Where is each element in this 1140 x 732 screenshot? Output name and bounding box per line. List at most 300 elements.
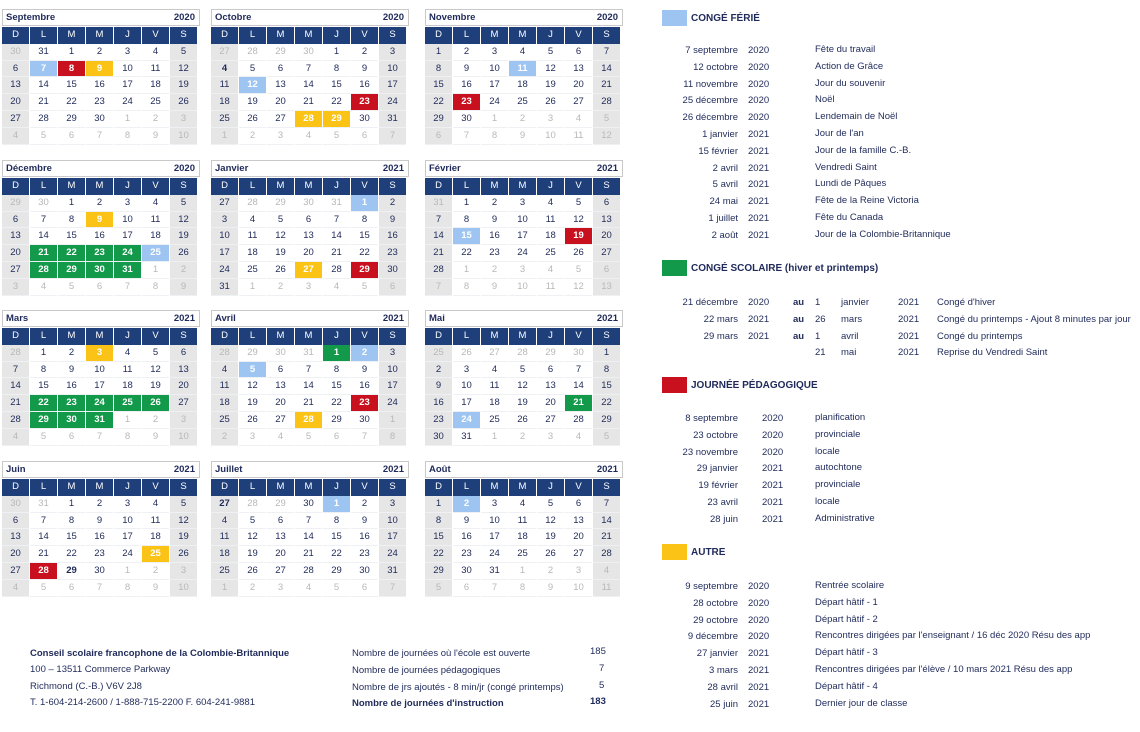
- day-cell[interactable]: 12: [565, 212, 592, 229]
- day-cell[interactable]: 24: [481, 546, 508, 563]
- day-cell[interactable]: 16: [481, 228, 508, 245]
- day-cell[interactable]: 20: [170, 378, 197, 395]
- day-cell[interactable]: 27: [2, 563, 29, 580]
- day-cell[interactable]: 15: [351, 228, 378, 245]
- day-cell[interactable]: 2: [481, 195, 508, 212]
- day-cell[interactable]: 27: [537, 412, 564, 429]
- day-cell[interactable]: 6: [2, 513, 29, 530]
- day-cell[interactable]: 26: [239, 111, 266, 128]
- day-cell[interactable]: 26: [239, 412, 266, 429]
- day-cell[interactable]: 5: [30, 580, 57, 597]
- day-cell[interactable]: 19: [239, 395, 266, 412]
- day-cell[interactable]: 6: [86, 279, 113, 296]
- day-cell[interactable]: 30: [351, 412, 378, 429]
- day-cell[interactable]: 29: [58, 111, 85, 128]
- day-cell[interactable]: 3: [170, 563, 197, 580]
- day-cell[interactable]: 30: [453, 111, 480, 128]
- day-cell[interactable]: 17: [114, 529, 141, 546]
- day-cell[interactable]: 18: [537, 228, 564, 245]
- day-cell[interactable]: 3: [239, 429, 266, 446]
- day-cell[interactable]: 23: [425, 412, 452, 429]
- day-cell[interactable]: 10: [379, 362, 406, 379]
- day-cell[interactable]: 29: [267, 496, 294, 513]
- day-cell[interactable]: 5: [509, 362, 536, 379]
- day-cell[interactable]: 10: [481, 61, 508, 78]
- day-cell[interactable]: 2: [86, 496, 113, 513]
- day-cell[interactable]: 27: [481, 345, 508, 362]
- day-cell[interactable]: 11: [565, 128, 592, 145]
- day-cell[interactable]: 4: [2, 429, 29, 446]
- day-cell[interactable]: 29: [267, 195, 294, 212]
- day-cell[interactable]: 21: [593, 529, 620, 546]
- day-cell[interactable]: 25: [239, 262, 266, 279]
- day-cell[interactable]: 22: [58, 94, 85, 111]
- day-cell[interactable]: 4: [142, 496, 169, 513]
- day-cell[interactable]: 18: [211, 546, 238, 563]
- day-cell[interactable]: 4: [537, 195, 564, 212]
- day-cell[interactable]: 2: [379, 195, 406, 212]
- day-cell[interactable]: 7: [379, 128, 406, 145]
- day-cell[interactable]: 19: [537, 529, 564, 546]
- day-cell[interactable]: 27: [565, 94, 592, 111]
- day-cell[interactable]: 9: [351, 61, 378, 78]
- day-cell[interactable]: 1: [114, 563, 141, 580]
- day-cell[interactable]: 7: [453, 128, 480, 145]
- day-cell[interactable]: 18: [239, 245, 266, 262]
- day-cell[interactable]: 6: [351, 580, 378, 597]
- day-cell[interactable]: 5: [267, 212, 294, 229]
- day-cell[interactable]: 7: [379, 580, 406, 597]
- day-cell[interactable]: 2: [509, 429, 536, 446]
- day-cell[interactable]: 15: [453, 228, 480, 245]
- day-cell[interactable]: 14: [295, 378, 322, 395]
- day-cell[interactable]: 9: [453, 513, 480, 530]
- day-cell[interactable]: 16: [351, 77, 378, 94]
- day-cell[interactable]: 2: [267, 279, 294, 296]
- day-cell[interactable]: 14: [2, 378, 29, 395]
- day-cell[interactable]: 5: [30, 128, 57, 145]
- day-cell[interactable]: 1: [379, 412, 406, 429]
- day-cell[interactable]: 25: [114, 395, 141, 412]
- day-cell[interactable]: 3: [481, 44, 508, 61]
- day-cell[interactable]: 11: [142, 212, 169, 229]
- day-cell[interactable]: 12: [509, 378, 536, 395]
- day-cell[interactable]: 17: [379, 77, 406, 94]
- day-cell[interactable]: 9: [86, 513, 113, 530]
- day-cell[interactable]: 1: [239, 279, 266, 296]
- day-cell[interactable]: 8: [114, 580, 141, 597]
- day-cell[interactable]: 23: [351, 94, 378, 111]
- day-cell[interactable]: 1: [593, 345, 620, 362]
- day-cell[interactable]: 4: [211, 362, 238, 379]
- day-cell[interactable]: 14: [30, 77, 57, 94]
- day-cell[interactable]: 4: [142, 195, 169, 212]
- day-cell[interactable]: 25: [509, 94, 536, 111]
- day-cell[interactable]: 2: [142, 412, 169, 429]
- day-cell[interactable]: 24: [379, 546, 406, 563]
- day-cell[interactable]: 3: [267, 580, 294, 597]
- day-cell[interactable]: 31: [114, 262, 141, 279]
- day-cell[interactable]: 1: [509, 563, 536, 580]
- day-cell[interactable]: 1: [323, 496, 350, 513]
- day-cell[interactable]: 4: [239, 212, 266, 229]
- day-cell[interactable]: 7: [30, 61, 57, 78]
- day-cell[interactable]: 18: [481, 395, 508, 412]
- day-cell[interactable]: 15: [58, 529, 85, 546]
- day-cell[interactable]: 30: [86, 262, 113, 279]
- day-cell[interactable]: 31: [86, 412, 113, 429]
- day-cell[interactable]: 29: [351, 262, 378, 279]
- day-cell[interactable]: 28: [565, 412, 592, 429]
- day-cell[interactable]: 8: [453, 279, 480, 296]
- day-cell[interactable]: 3: [170, 111, 197, 128]
- day-cell[interactable]: 23: [86, 94, 113, 111]
- day-cell[interactable]: 5: [537, 44, 564, 61]
- day-cell[interactable]: 13: [295, 228, 322, 245]
- day-cell[interactable]: 21: [593, 77, 620, 94]
- day-cell[interactable]: 27: [211, 44, 238, 61]
- day-cell[interactable]: 9: [142, 128, 169, 145]
- day-cell[interactable]: 15: [58, 77, 85, 94]
- day-cell[interactable]: 18: [211, 94, 238, 111]
- day-cell[interactable]: 5: [593, 111, 620, 128]
- day-cell[interactable]: 14: [593, 61, 620, 78]
- day-cell[interactable]: 4: [295, 128, 322, 145]
- day-cell[interactable]: 24: [453, 412, 480, 429]
- day-cell[interactable]: 1: [142, 262, 169, 279]
- day-cell[interactable]: 28: [2, 345, 29, 362]
- day-cell[interactable]: 6: [267, 513, 294, 530]
- day-cell[interactable]: 26: [565, 245, 592, 262]
- day-cell[interactable]: 12: [239, 529, 266, 546]
- day-cell[interactable]: 2: [351, 496, 378, 513]
- day-cell[interactable]: 8: [323, 362, 350, 379]
- day-cell[interactable]: 7: [593, 44, 620, 61]
- day-cell[interactable]: 12: [170, 61, 197, 78]
- day-cell[interactable]: 21: [323, 245, 350, 262]
- day-cell[interactable]: 5: [170, 195, 197, 212]
- day-cell[interactable]: 30: [267, 345, 294, 362]
- day-cell[interactable]: 1: [453, 195, 480, 212]
- day-cell[interactable]: 28: [239, 195, 266, 212]
- day-cell[interactable]: 7: [323, 212, 350, 229]
- day-cell[interactable]: 4: [142, 44, 169, 61]
- day-cell[interactable]: 15: [323, 378, 350, 395]
- day-cell[interactable]: 8: [593, 362, 620, 379]
- day-cell[interactable]: 10: [211, 228, 238, 245]
- day-cell[interactable]: 15: [425, 77, 452, 94]
- day-cell[interactable]: 18: [142, 77, 169, 94]
- day-cell[interactable]: 22: [323, 546, 350, 563]
- day-cell[interactable]: 12: [170, 513, 197, 530]
- day-cell[interactable]: 21: [30, 94, 57, 111]
- day-cell[interactable]: 7: [565, 362, 592, 379]
- day-cell[interactable]: 8: [509, 580, 536, 597]
- day-cell[interactable]: 28: [30, 111, 57, 128]
- day-cell[interactable]: 27: [2, 262, 29, 279]
- day-cell[interactable]: 31: [379, 111, 406, 128]
- day-cell[interactable]: 18: [509, 529, 536, 546]
- day-cell[interactable]: 23: [481, 245, 508, 262]
- day-cell[interactable]: 22: [58, 546, 85, 563]
- day-cell[interactable]: 10: [114, 61, 141, 78]
- day-cell[interactable]: 6: [170, 345, 197, 362]
- day-cell[interactable]: 25: [142, 546, 169, 563]
- day-cell[interactable]: 13: [537, 378, 564, 395]
- day-cell[interactable]: 28: [295, 563, 322, 580]
- day-cell[interactable]: 24: [114, 94, 141, 111]
- day-cell[interactable]: 8: [481, 128, 508, 145]
- day-cell[interactable]: 20: [267, 94, 294, 111]
- day-cell[interactable]: 21: [2, 395, 29, 412]
- day-cell[interactable]: 24: [114, 546, 141, 563]
- day-cell[interactable]: 16: [425, 395, 452, 412]
- day-cell[interactable]: 7: [425, 279, 452, 296]
- day-cell[interactable]: 11: [211, 378, 238, 395]
- day-cell[interactable]: 26: [170, 546, 197, 563]
- day-cell[interactable]: 15: [30, 378, 57, 395]
- day-cell[interactable]: 2: [86, 195, 113, 212]
- day-cell[interactable]: 1: [211, 128, 238, 145]
- day-cell[interactable]: 13: [565, 513, 592, 530]
- day-cell[interactable]: 10: [509, 279, 536, 296]
- day-cell[interactable]: 3: [509, 262, 536, 279]
- day-cell[interactable]: 29: [58, 563, 85, 580]
- day-cell[interactable]: 7: [86, 429, 113, 446]
- day-cell[interactable]: 7: [351, 429, 378, 446]
- day-cell[interactable]: 11: [211, 77, 238, 94]
- day-cell[interactable]: 16: [86, 228, 113, 245]
- day-cell[interactable]: 8: [30, 362, 57, 379]
- day-cell[interactable]: 4: [481, 362, 508, 379]
- day-cell[interactable]: 23: [86, 546, 113, 563]
- day-cell[interactable]: 10: [114, 513, 141, 530]
- day-cell[interactable]: 17: [379, 378, 406, 395]
- day-cell[interactable]: 21: [295, 94, 322, 111]
- day-cell[interactable]: 7: [481, 580, 508, 597]
- day-cell[interactable]: 8: [379, 429, 406, 446]
- day-cell[interactable]: 16: [86, 529, 113, 546]
- day-cell[interactable]: 5: [323, 128, 350, 145]
- day-cell[interactable]: 5: [239, 362, 266, 379]
- day-cell[interactable]: 9: [351, 362, 378, 379]
- day-cell[interactable]: 6: [565, 44, 592, 61]
- day-cell[interactable]: 3: [295, 279, 322, 296]
- day-cell[interactable]: 23: [351, 546, 378, 563]
- day-cell[interactable]: 30: [425, 429, 452, 446]
- day-cell[interactable]: 13: [565, 61, 592, 78]
- day-cell[interactable]: 27: [267, 412, 294, 429]
- day-cell[interactable]: 28: [509, 345, 536, 362]
- day-cell[interactable]: 3: [509, 195, 536, 212]
- day-cell[interactable]: 6: [267, 61, 294, 78]
- day-cell[interactable]: 5: [565, 195, 592, 212]
- day-cell[interactable]: 1: [481, 111, 508, 128]
- day-cell[interactable]: 5: [239, 61, 266, 78]
- day-cell[interactable]: 10: [453, 378, 480, 395]
- day-cell[interactable]: 27: [295, 262, 322, 279]
- day-cell[interactable]: 30: [453, 563, 480, 580]
- day-cell[interactable]: 7: [295, 513, 322, 530]
- day-cell[interactable]: 19: [239, 94, 266, 111]
- day-cell[interactable]: 19: [170, 529, 197, 546]
- day-cell[interactable]: 12: [142, 362, 169, 379]
- day-cell[interactable]: 3: [481, 496, 508, 513]
- day-cell[interactable]: 3: [114, 496, 141, 513]
- day-cell[interactable]: 23: [351, 395, 378, 412]
- day-cell[interactable]: 10: [170, 128, 197, 145]
- day-cell[interactable]: 8: [58, 61, 85, 78]
- day-cell[interactable]: 11: [537, 279, 564, 296]
- day-cell[interactable]: 26: [239, 563, 266, 580]
- day-cell[interactable]: 4: [323, 279, 350, 296]
- day-cell[interactable]: 29: [593, 412, 620, 429]
- day-cell[interactable]: 27: [593, 245, 620, 262]
- day-cell[interactable]: 11: [509, 513, 536, 530]
- day-cell[interactable]: 26: [142, 395, 169, 412]
- day-cell[interactable]: 11: [537, 212, 564, 229]
- day-cell[interactable]: 28: [593, 546, 620, 563]
- day-cell[interactable]: 28: [425, 262, 452, 279]
- day-cell[interactable]: 30: [58, 412, 85, 429]
- day-cell[interactable]: 19: [267, 245, 294, 262]
- day-cell[interactable]: 21: [30, 546, 57, 563]
- day-cell[interactable]: 6: [453, 580, 480, 597]
- day-cell[interactable]: 6: [2, 61, 29, 78]
- day-cell[interactable]: 30: [351, 111, 378, 128]
- day-cell[interactable]: 19: [509, 395, 536, 412]
- day-cell[interactable]: 21: [30, 245, 57, 262]
- day-cell[interactable]: 6: [425, 128, 452, 145]
- day-cell[interactable]: 27: [211, 496, 238, 513]
- day-cell[interactable]: 12: [239, 378, 266, 395]
- day-cell[interactable]: 26: [267, 262, 294, 279]
- day-cell[interactable]: 3: [114, 44, 141, 61]
- day-cell[interactable]: 14: [30, 529, 57, 546]
- day-cell[interactable]: 8: [425, 513, 452, 530]
- day-cell[interactable]: 1: [323, 345, 350, 362]
- day-cell[interactable]: 27: [170, 395, 197, 412]
- day-cell[interactable]: 29: [267, 44, 294, 61]
- day-cell[interactable]: 12: [537, 513, 564, 530]
- day-cell[interactable]: 15: [425, 529, 452, 546]
- day-cell[interactable]: 2: [239, 128, 266, 145]
- day-cell[interactable]: 10: [379, 513, 406, 530]
- day-cell[interactable]: 17: [211, 245, 238, 262]
- day-cell[interactable]: 14: [565, 378, 592, 395]
- day-cell[interactable]: 28: [30, 262, 57, 279]
- day-cell[interactable]: 28: [295, 111, 322, 128]
- day-cell[interactable]: 29: [323, 111, 350, 128]
- day-cell[interactable]: 7: [86, 128, 113, 145]
- day-cell[interactable]: 22: [425, 546, 452, 563]
- day-cell[interactable]: 20: [267, 546, 294, 563]
- day-cell[interactable]: 5: [170, 496, 197, 513]
- day-cell[interactable]: 12: [170, 212, 197, 229]
- day-cell[interactable]: 7: [114, 279, 141, 296]
- day-cell[interactable]: 9: [58, 362, 85, 379]
- day-cell[interactable]: 3: [86, 345, 113, 362]
- day-cell[interactable]: 4: [295, 580, 322, 597]
- day-cell[interactable]: 6: [2, 212, 29, 229]
- day-cell[interactable]: 30: [295, 44, 322, 61]
- day-cell[interactable]: 31: [481, 563, 508, 580]
- day-cell[interactable]: 7: [295, 61, 322, 78]
- day-cell[interactable]: 24: [379, 94, 406, 111]
- day-cell[interactable]: 20: [2, 94, 29, 111]
- day-cell[interactable]: 11: [593, 580, 620, 597]
- day-cell[interactable]: 2: [453, 44, 480, 61]
- day-cell[interactable]: 1: [211, 580, 238, 597]
- day-cell[interactable]: 14: [323, 228, 350, 245]
- day-cell[interactable]: 10: [379, 61, 406, 78]
- day-cell[interactable]: 9: [86, 61, 113, 78]
- day-cell[interactable]: 4: [2, 580, 29, 597]
- day-cell[interactable]: 1: [114, 111, 141, 128]
- day-cell[interactable]: 3: [379, 496, 406, 513]
- day-cell[interactable]: 17: [509, 228, 536, 245]
- day-cell[interactable]: 19: [239, 546, 266, 563]
- day-cell[interactable]: 3: [379, 44, 406, 61]
- day-cell[interactable]: 10: [170, 429, 197, 446]
- day-cell[interactable]: 4: [267, 429, 294, 446]
- day-cell[interactable]: 28: [239, 496, 266, 513]
- day-cell[interactable]: 6: [593, 195, 620, 212]
- day-cell[interactable]: 22: [323, 395, 350, 412]
- day-cell[interactable]: 4: [509, 44, 536, 61]
- day-cell[interactable]: 6: [323, 429, 350, 446]
- day-cell[interactable]: 13: [2, 529, 29, 546]
- day-cell[interactable]: 18: [211, 395, 238, 412]
- day-cell[interactable]: 8: [58, 212, 85, 229]
- day-cell[interactable]: 27: [267, 563, 294, 580]
- day-cell[interactable]: 17: [453, 395, 480, 412]
- day-cell[interactable]: 1: [30, 345, 57, 362]
- day-cell[interactable]: 28: [2, 412, 29, 429]
- day-cell[interactable]: 3: [565, 563, 592, 580]
- day-cell[interactable]: 5: [351, 279, 378, 296]
- day-cell[interactable]: 30: [379, 262, 406, 279]
- day-cell[interactable]: 5: [58, 279, 85, 296]
- day-cell[interactable]: 10: [170, 580, 197, 597]
- day-cell[interactable]: 29: [2, 195, 29, 212]
- day-cell[interactable]: 22: [323, 94, 350, 111]
- day-cell[interactable]: 5: [142, 345, 169, 362]
- day-cell[interactable]: 2: [537, 563, 564, 580]
- day-cell[interactable]: 31: [425, 195, 452, 212]
- day-cell[interactable]: 17: [86, 378, 113, 395]
- day-cell[interactable]: 29: [323, 412, 350, 429]
- day-cell[interactable]: 3: [211, 212, 238, 229]
- day-cell[interactable]: 14: [295, 77, 322, 94]
- day-cell[interactable]: 6: [58, 128, 85, 145]
- day-cell[interactable]: 13: [2, 77, 29, 94]
- day-cell[interactable]: 17: [114, 228, 141, 245]
- day-cell[interactable]: 30: [30, 195, 57, 212]
- day-cell[interactable]: 17: [481, 529, 508, 546]
- day-cell[interactable]: 1: [425, 44, 452, 61]
- day-cell[interactable]: 13: [2, 228, 29, 245]
- day-cell[interactable]: 5: [170, 44, 197, 61]
- day-cell[interactable]: 30: [351, 563, 378, 580]
- day-cell[interactable]: 29: [425, 111, 452, 128]
- day-cell[interactable]: 27: [267, 111, 294, 128]
- day-cell[interactable]: 14: [295, 529, 322, 546]
- day-cell[interactable]: 28: [323, 262, 350, 279]
- day-cell[interactable]: 23: [86, 245, 113, 262]
- day-cell[interactable]: 16: [351, 378, 378, 395]
- day-cell[interactable]: 15: [593, 378, 620, 395]
